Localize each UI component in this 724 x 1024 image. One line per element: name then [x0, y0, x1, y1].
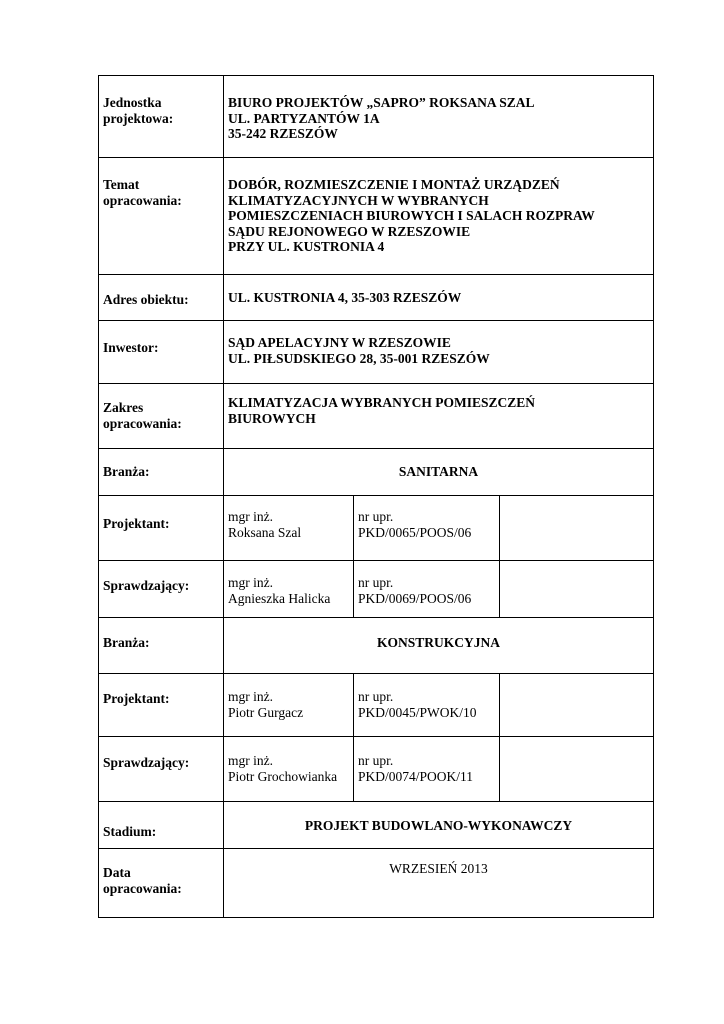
- license-cell: [354, 674, 500, 737]
- value-line: KLIMATYZACJA WYBRANYCH POMIESZCZEŃ: [228, 395, 536, 410]
- person-name: Roksana Szal: [228, 524, 302, 540]
- label-inwestor: Inwestor:: [99, 321, 224, 384]
- label-zakres: [99, 384, 224, 449]
- label-temat: [99, 158, 224, 275]
- label-jednostka-text: Jednostka projektowa:: [103, 95, 174, 126]
- value-branza: KONSTRUKCYJNA: [224, 618, 654, 674]
- person-title: mgr inż.: [228, 753, 273, 768]
- row-adres: [99, 275, 654, 321]
- license-number: PKD/0045/PWOK/10: [358, 704, 477, 720]
- title-sheet-table: [98, 75, 654, 918]
- row-branza-konstrukcyjna: [99, 618, 654, 674]
- row-branza-sanitarna: [99, 449, 654, 496]
- row-projektant-konstrukcyjna: [99, 674, 654, 737]
- row-zakres: [99, 384, 654, 449]
- person-cell: [224, 561, 354, 618]
- value-inwestor: [224, 321, 654, 384]
- value-line: KLIMATYZACYJNYCH W WYBRANYCH: [228, 192, 489, 208]
- label-data: [99, 849, 224, 918]
- value-line: POMIESZCZENIACH BIUROWYCH I SALACH ROZPRAW: [228, 208, 595, 223]
- value-line: 35-242 RZESZÓW: [228, 126, 338, 141]
- value-branza: SANITARNA: [224, 449, 654, 496]
- label-zakres-text: Zakres opracowania:: [103, 400, 182, 431]
- license-label: nr upr.: [358, 509, 394, 524]
- row-jednostka: [99, 76, 654, 158]
- value-zakres: [224, 384, 654, 449]
- row-data: [99, 849, 654, 918]
- label-sprawdzajacy: Sprawdzający:: [99, 561, 224, 618]
- license-number: PKD/0074/POOK/11: [358, 768, 474, 784]
- value-line: UL. PARTYZANTÓW 1A: [228, 110, 380, 126]
- label-projektant: Projektant:: [99, 496, 224, 561]
- value-adres: [224, 275, 654, 321]
- label-sprawdzajacy: Sprawdzający:: [99, 737, 224, 802]
- signature-cell: [500, 737, 654, 802]
- label-jednostka: [99, 76, 224, 158]
- person-title: mgr inż.: [228, 689, 273, 704]
- license-cell: [354, 561, 500, 618]
- signature-cell: [500, 496, 654, 561]
- value-temat: [224, 158, 654, 275]
- signature-cell: [500, 674, 654, 737]
- person-cell: [224, 737, 354, 802]
- license-label: nr upr.: [358, 753, 394, 768]
- value-data: WRZESIEŃ 2013: [224, 849, 654, 918]
- label-branza: Branża:: [99, 618, 224, 674]
- person-title: mgr inż.: [228, 575, 273, 590]
- license-number: PKD/0069/POOS/06: [358, 590, 472, 606]
- label-data-text: Data opracowania:: [103, 865, 182, 896]
- license-cell: [354, 737, 500, 802]
- row-inwestor: [99, 321, 654, 384]
- person-cell: [224, 496, 354, 561]
- value-line: UL. KUSTRONIA 4, 35-303 RZESZÓW: [228, 290, 462, 305]
- license-label: nr upr.: [358, 689, 394, 704]
- value-line: PRZY UL. KUSTRONIA 4: [228, 239, 385, 254]
- row-stadium: [99, 802, 654, 849]
- label-projektant: Projektant:: [99, 674, 224, 737]
- value-line: BIURO PROJEKTÓW „SAPRO” ROKSANA SZAL: [228, 95, 535, 110]
- person-title: mgr inż.: [228, 509, 273, 524]
- signature-cell: [500, 561, 654, 618]
- value-jednostka: [224, 76, 654, 158]
- label-branza: Branża:: [99, 449, 224, 496]
- row-temat: [99, 158, 654, 275]
- license-number: PKD/0065/POOS/06: [358, 524, 472, 540]
- person-name: Piotr Grochowianka: [228, 768, 338, 784]
- person-name: Agnieszka Halicka: [228, 590, 331, 606]
- value-line: DOBÓR, ROZMIESZCZENIE I MONTAŻ URZĄDZEŃ: [228, 177, 560, 192]
- label-stadium: Stadium:: [99, 802, 224, 849]
- label-adres: Adres obiektu:: [99, 275, 224, 321]
- value-line: SĄD APELACYJNY W RZESZOWIE: [228, 335, 451, 350]
- value-line: SĄDU REJONOWEGO W RZESZOWIE: [228, 223, 471, 239]
- person-cell: [224, 674, 354, 737]
- label-temat-text: Temat opracowania:: [103, 177, 182, 208]
- value-line: BIUROWYCH: [228, 410, 316, 426]
- person-name: Piotr Gurgacz: [228, 704, 304, 720]
- row-sprawdzajacy-konstrukcyjna: [99, 737, 654, 802]
- value-stadium: PROJEKT BUDOWLANO-WYKONAWCZY: [224, 802, 654, 849]
- row-projektant-sanitarna: [99, 496, 654, 561]
- row-sprawdzajacy-sanitarna: [99, 561, 654, 618]
- license-label: nr upr.: [358, 575, 394, 590]
- license-cell: [354, 496, 500, 561]
- value-line: UL. PIŁSUDSKIEGO 28, 35-001 RZESZÓW: [228, 350, 490, 366]
